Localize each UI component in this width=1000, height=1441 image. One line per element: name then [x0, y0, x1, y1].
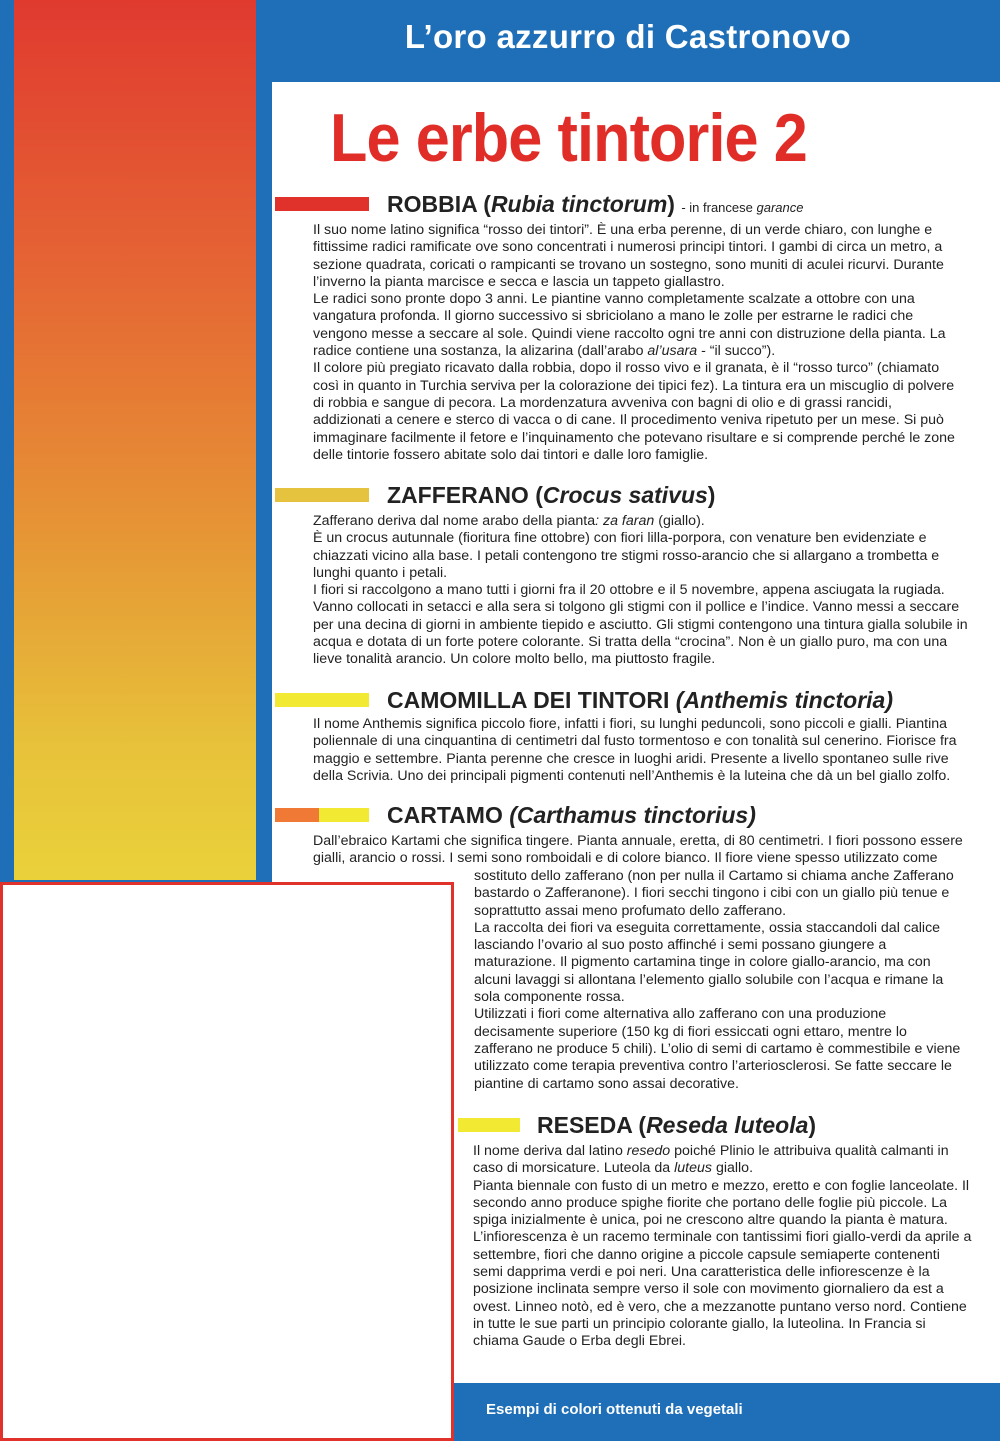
latin-name-wrap: (Carthamus tinctorius)	[509, 802, 756, 828]
section-name: RESEDA	[537, 1112, 632, 1138]
section-heading-camomilla	[387, 686, 893, 714]
paragraph: I fiori si raccolgono a mano tutti i giorni fra il 20 ottobre e il 5 novembre, appena asciugata la rugiada. Vanno collocati in setacci e alla sera si tolgono gli stigmi con il pollice e l’indice. Vanno messi a seccare per una decina di giorni in ambiente tiepido e asciutto. Gli stigmi contengono una tintura gialla solubile in acqua e dotata di un forte potere colorante. Si tratta della “crocina”. Non è un giallo puro, ma con una lieve tonalità arancio. Un colore molto bello, ma piuttosto fragile.	[313, 582, 968, 668]
paragraph	[313, 291, 963, 360]
section-body-cartamo-wide	[313, 833, 993, 868]
note-term: garance	[756, 200, 804, 215]
header-title: L’oro azzurro di Castronovo	[404, 18, 852, 55]
paragraph-term: : za faran	[595, 513, 655, 529]
section-body-zafferano	[313, 513, 975, 669]
text-line: piantine di cartamo sono assai decorative.	[474, 1075, 739, 1092]
paragraph-text: (giallo).	[658, 513, 705, 529]
section-body-reseda	[473, 1143, 973, 1351]
latin-name: Reseda luteola	[646, 1112, 809, 1138]
section-marker-zafferano	[275, 488, 369, 502]
latin-name: Anthemis tinctoria	[683, 687, 886, 713]
text-line: bastardo o Zafferanone). I fiori secchi tingono i cibi con un giallo più tenue e	[474, 885, 950, 902]
paragraph-term: al’usara	[647, 343, 698, 360]
image-frame	[0, 882, 454, 1441]
section-marker-camomilla	[275, 693, 369, 707]
latin-name: Crocus sativus	[542, 482, 708, 508]
text-line: sola componente rossa.	[474, 989, 625, 1006]
paragraph-text: - “il succo”).	[701, 343, 776, 360]
paragraph	[313, 513, 975, 530]
paragraph-term: resedo	[626, 1143, 671, 1159]
paragraph-term: luteus	[674, 1160, 712, 1177]
section-heading-robbia: ROBBIA (Rubia tinctorum) - in francese garance	[387, 191, 804, 217]
text-line: Dall’ebraico Kartami che significa tingere. Pianta annuale, eretta, di 80 centimetri. I fiori possono essere	[313, 833, 963, 849]
section-marker-cartamo-orange	[275, 808, 319, 822]
section-heading-reseda: RESEDA (Reseda luteola)	[537, 1112, 817, 1138]
section-name: ZAFFERANO	[387, 482, 529, 508]
section-heading-zafferano: ZAFFERANO (Crocus sativus)	[387, 482, 716, 508]
latin-name: Carthamus tinctorius	[516, 802, 749, 828]
section-marker-reseda	[458, 1118, 520, 1132]
paragraph: Il suo nome latino significa “rosso dei tintori”. È una erba perenne, di un verde chiaro, con lunghe e fittissime radici ramificate ove sono concentrati i numerosi principi tintori. I gambi di circa un metro, a sezione quadrata, coricati o rampicanti se trovano un sostegno, sono muniti di aculei ricurvi. Durante l’inverno la pianta marcisce e secca e lascia un tappeto giallastro.	[313, 222, 944, 290]
paragraph	[473, 1143, 973, 1178]
text-line: soprattutto assai meno profumato dello zafferano.	[474, 902, 787, 919]
section-marker-cartamo-yellow	[319, 808, 369, 822]
paragraph: Il nome Anthemis significa piccolo fiore, infatti i fiori, su lunghi peduncoli, sono piccoli e gialli. Piantina poliennale di una cinquantina di centimetri dal fusto tormentoso e con tonalità sul cenerino. Fiorisce fra maggio e settembre. Pianta perenne che cresce in luoghi aridi. Presente a livello spontaneo sulle rive della Scrivia. Uno dei principali pigmenti contenuti nell’Anthemis è la luteina che dà un bel giallo zolfo.	[313, 716, 957, 784]
text-line: zafferano ne produce 5 chili). L’olio di semi di cartamo è commestibile e viene	[474, 1040, 961, 1057]
paragraph-text: Le radici sono pronte dopo 3 anni. Le piantine vanno completamente scalzate a ottobre con una vangatura profonda. Il giorno successivo si sbriciolano a mano le zolle per estrarne le radici che vengono messe a seccare al sole. Quindi viene raccolto ogni tre anni con distruzione della pianta. La radice contiene una sostanza, la alizarina (dall’arabo	[313, 291, 946, 360]
section-name: CAMOMILLA DEI TINTORI	[387, 687, 670, 713]
text-line: alcuni lavaggi si allontana l’elemento giallo solubile con l’acqua e rimane la	[474, 971, 944, 988]
decorative-gradient-bar	[14, 0, 256, 880]
section-body-camomilla	[313, 716, 973, 785]
section-marker-robbia	[275, 197, 369, 211]
paragraph: Pianta biennale con fusto di un metro e mezzo, eretto e con foglie lanceolate. Il secondo anno produce spighe fiorite che portano delle foglie più piccole. La spiga inizialmente è unica, poi ne crescono altre quando la pianta è matura. L’infiorescenza è un racemo terminale con tantissimi fiori giallo-verdi da aprile a settembre, fiori che danno origine a piccole capsule semiaperte contenenti semi dapprima verdi e poi neri. Una caratteristica delle infiorescenze è la posizione inclinata sempre verso il sole con movimento giornaliero da est a ovest. Linneo notò, ed è vero, che a mezzanotte puntano verso nord. Contiene in tutte le sue parti un principio colorante giallo, la luteolina. In Francia si chiama Gaude o Erba degli Ebrei.	[473, 1177, 972, 1350]
paragraph: È un crocus autunnale (fioritura fine ottobre) con fiori lilla-porpora, con venature ben evidenziate e chiazzati vicino alla base. I petali contengono tre stigmi rosso-arancio che si allargano a trombetta e lunghi quanto i petali.	[313, 530, 940, 581]
section-heading-cartamo	[387, 801, 756, 829]
paragraph-text: Zafferano deriva dal nome arabo della pianta	[313, 513, 596, 529]
text-line: maturazione. Il pigmento cartamina tinge in colore giallo-arancio, ma con	[474, 954, 931, 971]
text-line: Utilizzati i fiori come alternativa allo zafferano con una produzione	[474, 1006, 887, 1023]
text-line: decisamente superiore (150 kg di fiori essiccati ogni ettaro, mentre lo	[474, 1023, 907, 1040]
section-name: ROBBIA	[387, 191, 477, 217]
page-title: Le erbe tintorie 2	[330, 100, 807, 176]
text-line: La raccolta dei fiori va eseguita correttamente, ossia staccandoli dal calice	[474, 919, 941, 936]
footer-caption: Esempi di colori ottenuti da vegetali	[486, 1401, 743, 1418]
text-line: lasciando l’ovario al suo posto affinché i semi possano giungere a	[474, 937, 887, 954]
paragraph-text: giallo.	[715, 1160, 754, 1177]
section-body-cartamo-narrow	[474, 868, 994, 1093]
section-note	[681, 200, 803, 215]
paragraph-text: poiché Plinio le attribuiva qualità calmanti in caso di morsicature. Luteola da	[473, 1143, 949, 1177]
text-line: gialli, arancio o rossi. I semi sono romboidali e di colore bianco. Il fiore viene spesso utilizzato come	[313, 850, 938, 867]
paragraph: Il colore più pregiato ricavato dalla robbia, dopo il rosso vivo e il granata, è il “rosso turco” (chiamato così in quanto in Turchia serviva per la colorazione dei tipici fez). La tintura era un miscuglio di polvere di robbia e sangue di pecora. La mordenzatura avveniva con bagni di olio e di grassi rancidi, addizionati a cenere e sterco di vacca o di cane. Il procedimento veniva ripetuto per un mese. Si può immaginare facilmente il fetore e l’inquinamento che potevano risultare e si comprende perché le zone delle tintorie fossero abitate solo dai tintori e dalle loro famiglie.	[313, 360, 955, 463]
note-prefix: - in francese	[681, 200, 753, 215]
section-name: CARTAMO	[387, 802, 503, 828]
text-line: sostituto dello zafferano (non per nulla il Cartamo si chiama anche Zafferano	[474, 868, 954, 884]
latin-name-wrap: (Anthemis tinctoria)	[675, 687, 894, 713]
text-line: utilizzato come terapia preventiva contro l’arteriosclerosi. Se fatte seccare le	[474, 1058, 952, 1075]
latin-name: Rubia tinctorum	[490, 191, 668, 217]
paragraph-text: Il nome deriva dal latino	[473, 1143, 623, 1159]
section-body-robbia	[313, 222, 963, 464]
